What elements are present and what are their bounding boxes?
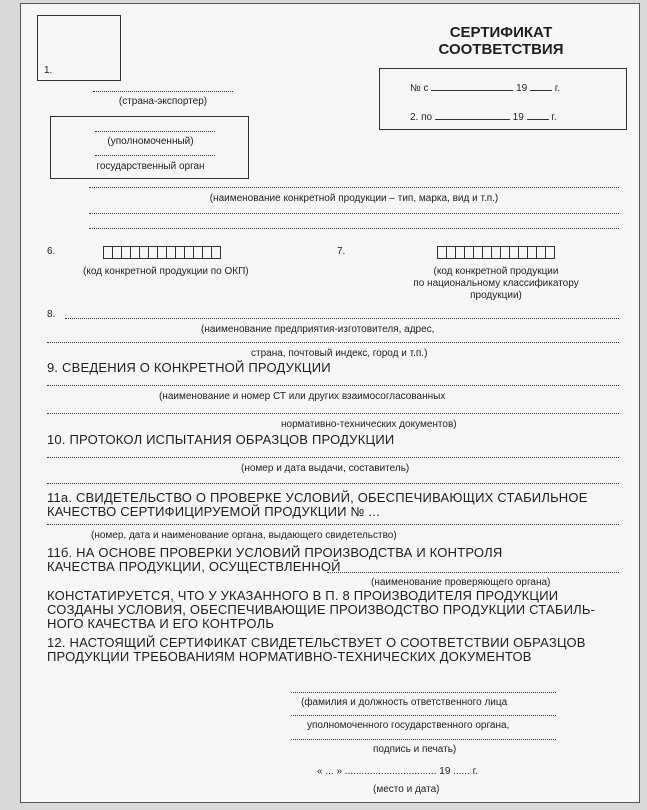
statement-line-1: КОНСТАТИРУЕТСЯ, ЧТО У УКАЗАННОГО В П. 8 ПРОИЗВОДИТЕЛЯ ПРОДУКЦИИ: [47, 588, 559, 603]
title-line-2: СООТВЕТСТВИЯ: [438, 41, 564, 58]
number-year: 19: [516, 83, 528, 94]
field-10-caption: (номер и дата выдачи, составитель): [241, 463, 410, 474]
authority-caption-2: государственный орган: [96, 161, 205, 172]
field-11a-line-1: 11а. СВИДЕТЕЛЬСТВО О ПРОВЕРКЕ УСЛОВИЙ, ОБЕСПЕЧИВАЮЩИХ СТАБИЛЬНОЕ: [47, 490, 588, 505]
field-9-caption-2: нормативно-технических документов): [281, 419, 457, 430]
authority-line-2: [95, 155, 215, 156]
number-year-blank: [530, 80, 552, 91]
field-6-caption: (код конкретной продукции по ОКП): [83, 266, 249, 277]
field-9-caption-1: (наименование и номер СТ или других взаимосогласованных: [159, 391, 446, 402]
product-name-line-3: [89, 228, 619, 229]
authority-box: [50, 116, 249, 179]
national-code-cells: [437, 246, 554, 259]
manufacturer-line-2: [47, 342, 619, 343]
product-name-caption: (наименование конкретной продукции – тип, марка, вид и т.п.): [209, 193, 499, 204]
field-9-line-2: [47, 413, 619, 414]
signature-line-2: [291, 715, 556, 716]
authority-caption-1: (уполномоченный): [107, 136, 194, 147]
signature-caption-1: (фамилия и должность ответственного лица: [301, 697, 508, 708]
field-1-number: 1.: [44, 65, 53, 76]
field-7-caption-2: по национальному классификатору: [413, 278, 579, 289]
field-11b-line: [327, 572, 619, 573]
statement-line-3: НОГО КАЧЕСТВА И ЕГО КОНТРОЛЬ: [47, 616, 275, 631]
signature-line-3: [291, 739, 556, 740]
field-10-heading: 10. ПРОТОКОЛ ИСПЫТАНИЯ ОБРАЗЦОВ ПРОДУКЦИИ: [47, 432, 395, 447]
valid-year: 19: [512, 112, 524, 123]
certificate-number-line: [410, 80, 560, 94]
field-1-box: [37, 15, 121, 81]
field-8-caption-2: страна, почтовый индекс, город и т.п.): [251, 348, 428, 359]
field-7-caption-1: (код конкретной продукции: [433, 266, 559, 277]
field-11a-caption: (номер, дата и наименование органа, выдающего свидетельство): [91, 530, 397, 541]
product-name-line-2: [89, 213, 619, 214]
title-line-1: СЕРТИФИКАТ: [449, 24, 553, 41]
number-prefix: № с: [410, 83, 429, 94]
field-8-caption-1: (наименование предприятия-изготовителя, адрес,: [201, 324, 435, 335]
field-11b-caption: (наименование проверяющего органа): [371, 577, 551, 588]
place-date-line: « ... » ................................. 19 ...... г.: [317, 766, 478, 777]
statement-line-2: СОЗДАНЫ УСЛОВИЯ, ОБЕСПЕЧИВАЮЩИЕ ПРОИЗВОДСТВО ПРОДУКЦИИ СТАБИЛЬ-: [47, 602, 596, 617]
field-9-line-1: [47, 385, 619, 386]
manufacturer-line-1: [65, 318, 619, 319]
valid-year-unit: г.: [551, 112, 557, 123]
field-10-line-1: [47, 457, 619, 458]
number-blank: [431, 80, 513, 91]
place-date-caption: (место и дата): [373, 784, 440, 795]
field-9-heading: 9. СВЕДЕНИЯ О КОНКРЕТНОЙ ПРОДУКЦИИ: [47, 360, 331, 375]
signature-caption-2: уполномоченного государственного органа,: [307, 720, 510, 731]
valid-year-blank: [527, 109, 549, 120]
valid-blank: [435, 109, 510, 120]
valid-prefix: 2. по: [410, 112, 433, 123]
certificate-title: [421, 24, 581, 58]
field-7-caption-3: продукции): [470, 290, 522, 301]
exporter-country-line: [93, 91, 233, 92]
field-6-number: 6.: [47, 246, 56, 257]
field-11a-line: [47, 524, 619, 525]
certificate-form: [20, 3, 640, 803]
authority-line-1: [95, 131, 215, 132]
field-7-number: 7.: [337, 246, 346, 257]
field-12-line-2: ПРОДУКЦИИ ТРЕБОВАНИЯМ НОРМАТИВНО-ТЕХНИЧЕСКИХ ДОКУМЕНТОВ: [47, 649, 532, 664]
number-year-unit: г.: [554, 83, 560, 94]
signature-caption-3: подпись и печать): [373, 744, 457, 755]
field-11a-line-2: КАЧЕСТВО СЕРТИФИЦИРУЕМОЙ ПРОДУКЦИИ № ...: [47, 504, 380, 519]
field-11b-line-2: КАЧЕСТВА ПРОДУКЦИИ, ОСУЩЕСТВЛЕННОЙ: [47, 559, 341, 574]
product-name-line-1: [89, 187, 619, 188]
field-10-line-2: [47, 483, 619, 484]
certificate-number-box: [379, 68, 627, 130]
okp-code-cells: [103, 246, 220, 259]
field-7-caption: [401, 266, 591, 302]
exporter-country-caption: (страна-экспортер): [118, 96, 208, 107]
field-8-number: 8.: [47, 309, 56, 320]
field-12-line-1: 12. НАСТОЯЩИЙ СЕРТИФИКАТ СВИДЕТЕЛЬСТВУЕТ О СООТВЕТСТВИИ ОБРАЗЦОВ: [47, 635, 586, 650]
signature-line-1: [291, 692, 556, 693]
valid-until-line: [410, 109, 557, 123]
field-11b-line-1: 11б. НА ОСНОВЕ ПРОВЕРКИ УСЛОВИЙ ПРОИЗВОДСТВА И КОНТРОЛЯ: [47, 545, 503, 560]
